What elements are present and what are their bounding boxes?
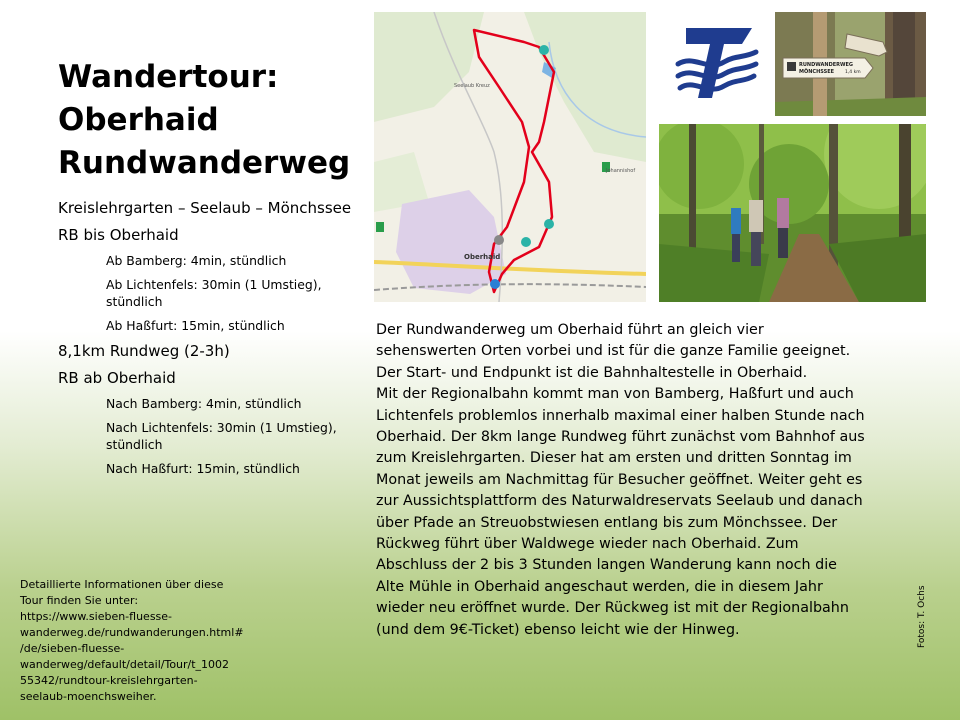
description-line: Alte Mühle in Oberhaid angeschaut werden, die in diesem Jahr — [376, 578, 823, 595]
forest-hikers-photo — [659, 124, 926, 302]
route-outline — [58, 198, 358, 484]
info-line: 55342/rundtour-kreislehrgarten- — [20, 674, 198, 687]
outline-subitem: Ab Haßfurt: 15min, stündlich — [106, 318, 285, 333]
description-text — [376, 320, 906, 641]
sign-text: MÖNCHSSEE — [799, 69, 835, 75]
info-line: Tour finden Sie unter: — [20, 594, 139, 607]
outline-subitem: Ab Bamberg: 4min, stündlich — [106, 253, 287, 268]
title-line: Wandertour: — [58, 59, 279, 95]
outline-item: RB ab Oberhaid — [58, 369, 176, 387]
info-line: https://www.sieben-fluesse- — [20, 610, 173, 623]
description-line: Oberhaid. Der 8km lange Rundweg führt zunächst vom Bahnhof aus — [376, 429, 865, 446]
description-line: Lichtenfels problemlos innerhalb maximal einer halben Stunde nach — [376, 407, 865, 424]
description-line: (und dem 9€-Ticket) ebenso leicht wie der Hinweg. — [376, 621, 740, 638]
poi-marker — [544, 219, 554, 229]
outline-item: RB bis Oberhaid — [58, 226, 179, 244]
slide-title — [58, 56, 358, 185]
description-line: zum Kreislehrgarten. Dieser hat am ersten und dritten Sonntag im — [376, 450, 852, 467]
route-map — [374, 12, 646, 302]
poi-marker — [539, 45, 549, 55]
sign-distance: 1,4 km — [845, 70, 861, 75]
poi-marker — [494, 235, 504, 245]
title-line: Rundwanderweg — [58, 145, 351, 181]
outline-subitem: Nach Bamberg: 4min, stündlich — [106, 396, 302, 411]
description-line: zur Aussichtsplattform des Naturwaldreservats Seelaub und danach — [376, 493, 863, 510]
outline-item: 8,1km Rundweg (2-3h) — [58, 342, 230, 360]
map-town-label: Oberhaid — [464, 253, 501, 261]
description-line: Abschluss der 2 bis 3 Stunden langen Wanderung kann noch die — [376, 557, 837, 574]
description-line: Der Start- und Endpunkt ist die Bahnhaltestelle in Oberhaid. — [376, 364, 808, 381]
description-line: Der Rundwanderweg um Oberhaid führt an gleich vier — [376, 322, 764, 338]
train-station-marker — [490, 279, 500, 289]
info-line: wanderweg.de/rundwanderungen.html# — [20, 626, 244, 639]
poi-marker — [376, 222, 384, 232]
map-place-label: Seelaub Kreuz — [454, 83, 490, 89]
info-note — [20, 577, 270, 705]
outline-subitem: Nach Lichtenfels: 30min (1 Umstieg), stündlich — [106, 420, 337, 452]
description-line: Rückweg führt über Waldwege wieder nach Oberhaid. Zum — [376, 536, 799, 553]
info-line: seelaub-moenchsweiher. — [20, 690, 157, 703]
info-line: /de/sieben-fluesse- — [20, 642, 125, 655]
outline-subitem: Ab Lichtenfels: 30min (1 Umstieg), stündlich — [106, 277, 322, 309]
description-line: über Pfade an Streuobstwiesen entlang bis zum Mönchssee. Der — [376, 514, 838, 531]
description-line: Mit der Regionalbahn kommt man von Bamberg, Haßfurt und auch — [376, 386, 854, 403]
description-line: wieder neu eröffnet wurde. Der Rückweg ist mit der Regionalbahn — [376, 600, 849, 617]
trail-sign-photo — [775, 12, 926, 116]
sieben-fluesse-logo — [672, 22, 760, 104]
description-line: sehenswerten Orten vorbei und ist für die ganze Familie geeignet. — [376, 343, 851, 360]
outline-subitem: Nach Haßfurt: 15min, stündlich — [106, 461, 300, 476]
map-place-label: Johannishof — [606, 168, 636, 174]
description-line: Monat jeweils am Nachmittag für Besucher geöffnet. Weiter geht es — [376, 471, 863, 488]
poi-marker — [521, 237, 531, 247]
sign-text: RUNDWANDERWEG — [799, 62, 854, 68]
info-line: Detaillierte Informationen über diese — [20, 578, 224, 591]
photo-credit: Fotos: T. Ochs — [917, 585, 927, 648]
title-line: Oberhaid — [58, 102, 219, 138]
outline-item: Kreislehrgarten – Seelaub – Mönchssee — [58, 199, 352, 217]
info-line: wanderweg/default/detail/Tour/t_1002 — [20, 658, 230, 671]
